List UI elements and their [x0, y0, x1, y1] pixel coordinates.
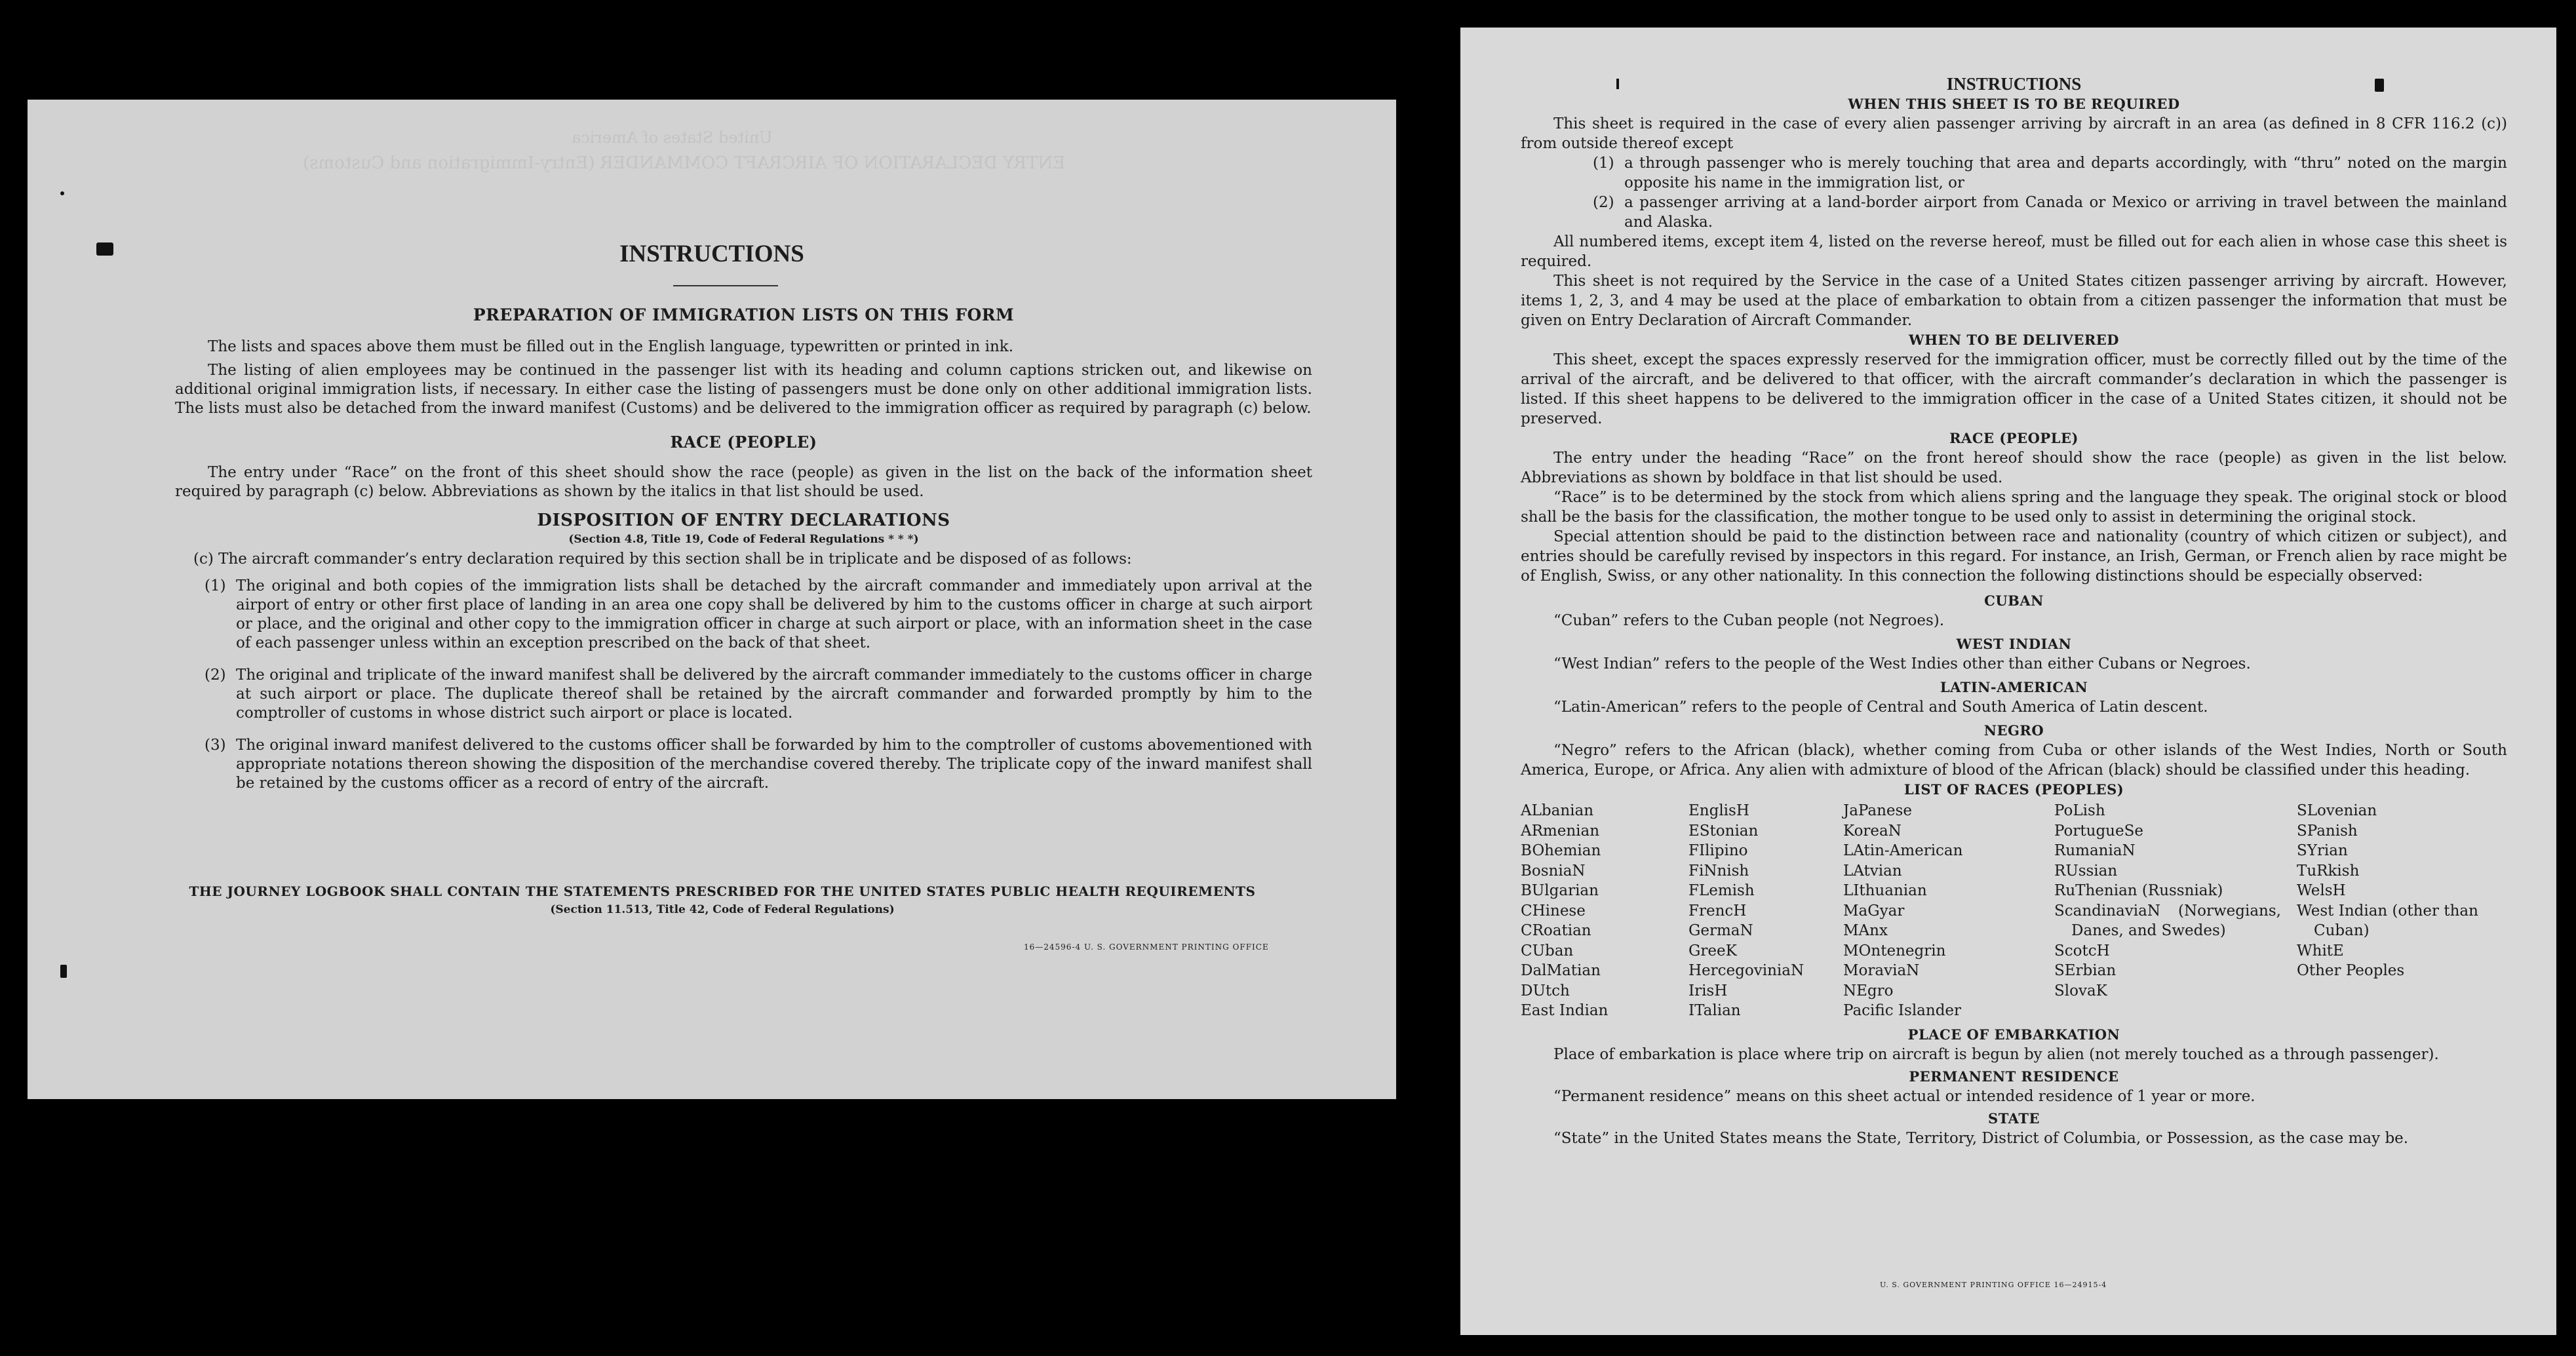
- race-entry: FIlipino: [1688, 842, 1748, 859]
- race-heading: RACE (PEOPLE): [670, 433, 817, 452]
- permanent-residence-paragraph: “Permanent residence” means on this sheet actual or intended residence of 1 year or more.: [1553, 1087, 2255, 1105]
- clause-text: The original and triplicate of the inward manifest shall be delivered by the aircraft commander immediately to the customs officer in charge at such airport or place. The duplicate thereof shall be retained by the aircraft commander and forwarded promptly by him to the comptroller of customs in whose district such airport or place is located.: [236, 667, 1312, 722]
- race-entry: SPanish: [2297, 822, 2358, 840]
- race-entry: West Indian (other than Cuban): [2297, 902, 2478, 939]
- citizen-paragraph: This sheet is not required by the Service in the case of a United States citizen passenger arriving by aircraft. However, items 1, 2, 3, and 4 may be used at the place of embarkation to obtain from a citizen passenger the information that must be given on Entry Declaration of Aircraft Commander.: [1521, 273, 2507, 329]
- race-paragraph: The entry under “Race” on the front of this sheet should show the race (people) as given in the list on the back of the information sheet required by paragraph (c) below. Abbreviations as shown by the italics in that list should be used.: [175, 464, 1312, 500]
- gpo-imprint: 16—24596-4 U. S. GOVERNMENT PRINTING OFFICE: [1024, 942, 1269, 952]
- race-entry: MAnx: [1843, 922, 1888, 939]
- race-entry: MoraviaN: [1843, 962, 1920, 979]
- cuban-heading: CUBAN: [1984, 592, 2044, 609]
- west-indian-paragraph: “West Indian” refers to the people of the West Indies other than either Cubans or Negroes.: [1553, 655, 2251, 672]
- race-entry: KoreaN: [1843, 822, 1902, 840]
- clause-number: (3): [205, 737, 226, 754]
- prep-paragraph-2: The listing of alien employees may be continued in the passenger list with its heading and column captions stricken out, and likewise on additional original immigration lists, if necessary. In either case the listing of passengers must be done only on other additional immigration lists. The lists must also be detached from the inward manifest (Customs) and be delivered to the immigration officer as required by paragraph (c) below.: [175, 362, 1312, 417]
- prep-heading: PREPARATION OF IMMIGRATION LISTS ON THIS FORM: [473, 305, 1015, 324]
- race-entry: ScotcH: [2054, 942, 2110, 959]
- exception-number: (2): [1593, 194, 1614, 211]
- race-entry: RumaniaN: [2054, 842, 2136, 859]
- race-entry: ARmenian: [1521, 822, 1600, 840]
- when-required-paragraph: This sheet is required in the case of every alien passenger arriving by aircraft in an area (as defined in 8 CFR 116.2 (c)) from outside thereof except: [1521, 115, 2507, 152]
- clause-text: The original and both copies of the immigration lists shall be detached by the aircraft commander and immediately upon arrival at the airport of entry or other first place of landing in an area one copy shall be delivered by him to the customs officer in charge at such airport or place, and the original and other copy to the immigration officer in charge at such airport or place, with an information sheet in the case of each passenger unless within an exception prescribed on the back of that sheet.: [236, 577, 1312, 651]
- race-entry: TuRkish: [2297, 862, 2360, 880]
- when-required-heading: WHEN THIS SHEET IS TO BE REQUIRED: [1848, 96, 2180, 112]
- latin-american-heading: LATIN-AMERICAN: [1940, 679, 2088, 695]
- race-column-3: [1843, 801, 2054, 1021]
- exception-1: [1593, 153, 2507, 193]
- race-entry: ScandinaviaN (Norwegians, Danes, and Swedes): [2054, 902, 2281, 939]
- race-entry: WelsH: [2297, 882, 2346, 899]
- exception-text: a passenger arriving at a land-border airport from Canada or Mexico or arriving in travel between the mainland and Alaska.: [1624, 194, 2507, 231]
- right-page-body: [1521, 73, 2507, 1148]
- race-entry: MOntenegrin: [1843, 942, 1946, 959]
- clause-number: (1): [205, 577, 226, 594]
- race-entry: FiNnish: [1688, 862, 1749, 880]
- race-entry: SYrian: [2297, 842, 2348, 859]
- state-heading: STATE: [1988, 1110, 2040, 1127]
- race-entry: BosniaN: [1521, 862, 1586, 880]
- race-entry: CHinese: [1521, 902, 1586, 920]
- left-document-page: [28, 100, 1396, 1099]
- race-entry: ITalian: [1688, 1002, 1741, 1019]
- race-entry: East Indian: [1521, 1002, 1609, 1019]
- place-of-embarkation-paragraph: Place of embarkation is place where trip on aircraft is begun by alien (not merely touched as a through passenger).: [1553, 1045, 2439, 1063]
- title-underline: [673, 285, 778, 286]
- race-column-5: [2297, 801, 2478, 1021]
- right-document-page: [1460, 28, 2556, 1335]
- bleed-through-header-line-1: United States of America: [572, 128, 773, 147]
- race-entry: EStonian: [1688, 822, 1759, 840]
- race-entry: SErbian: [2054, 962, 2117, 979]
- race-list-table: [1521, 801, 2507, 1021]
- race-entry: SlovaK: [2054, 982, 2107, 999]
- race-entry: MaGyar: [1843, 902, 1905, 920]
- race-entry: ALbanian: [1521, 802, 1594, 819]
- when-delivered-heading: WHEN TO BE DELIVERED: [1908, 332, 2119, 348]
- race-entry: GermaN: [1688, 922, 1753, 939]
- disposition-citation: (Section 4.8, Title 19, Code of Federal Regulations * * *): [568, 533, 919, 546]
- exception-number: (1): [1593, 155, 1614, 172]
- journey-logbook-citation: (Section 11.513, Title 42, Code of Federal Regulations): [550, 903, 895, 916]
- right-page-title: INSTRUCTIONS: [1946, 74, 2082, 94]
- race-entry: FLemish: [1688, 882, 1755, 899]
- race-paragraph-3: Special attention should be paid to the distinction between race and nationality (country of which citizen or subject), and entries should be carefully revised by inspectors in this regard. For instance, an Irish, German, or French alien by race might be of English, Swiss, or any other nationality. In this connection the following distinctions should be especially observed:: [1521, 528, 2507, 585]
- disposition-clause-1: [205, 577, 1312, 653]
- race-entry: FrencH: [1688, 902, 1747, 920]
- permanent-residence-heading: PERMANENT RESIDENCE: [1909, 1068, 2119, 1085]
- race-entry: RUssian: [2054, 862, 2118, 880]
- race-column-4: [2054, 801, 2297, 1021]
- race-entry: DalMatian: [1521, 962, 1601, 979]
- race-heading: RACE (PEOPLE): [1949, 430, 2078, 446]
- race-entry: BOhemian: [1521, 842, 1601, 859]
- race-entry: LAtin-American: [1843, 842, 1963, 859]
- race-entry: RuThenian (Russniak): [2054, 882, 2223, 899]
- latin-american-paragraph: “Latin-American” refers to the people of Central and South America of Latin descent.: [1553, 699, 2208, 716]
- bleed-through-header-line-2: ENTRY DECLARATION OF AIRCRAFT COMMANDER (Entry-Immigration and Customs): [303, 153, 1066, 173]
- race-entry: JaPanese: [1843, 802, 1912, 819]
- race-column-1: [1521, 801, 1688, 1021]
- race-entry: SLovenian: [2297, 802, 2377, 819]
- clause-number: (2): [205, 667, 226, 684]
- race-entry: PortugueSe: [2054, 822, 2143, 840]
- list-of-races-heading: LIST OF RACES (PEOPLES): [1903, 781, 2124, 798]
- state-paragraph: “State” in the United States means the State, Territory, District of Columbia, or Possession, as the case may be.: [1553, 1129, 2409, 1147]
- cuban-paragraph: “Cuban” refers to the Cuban people (not Negroes).: [1553, 612, 1945, 629]
- exception-2: [1593, 193, 2507, 232]
- place-of-embarkation-heading: PLACE OF EMBARKATION: [1907, 1026, 2120, 1043]
- race-entry: NEgro: [1843, 982, 1894, 999]
- disposition-clause-3: [205, 736, 1312, 793]
- race-entry: CUban: [1521, 942, 1574, 959]
- race-entry: DUtch: [1521, 982, 1570, 999]
- race-column-2: [1688, 801, 1843, 1021]
- numbered-items-paragraph: All numbered items, except item 4, listed on the reverse hereof, must be filled out for each alien in whose case this sheet is required.: [1521, 233, 2507, 270]
- edge-mark: [60, 965, 67, 978]
- negro-heading: NEGRO: [1983, 722, 2044, 739]
- disposition-heading: DISPOSITION OF ENTRY DECLARATIONS: [537, 511, 950, 530]
- left-page-body: [175, 301, 1312, 793]
- disposition-intro: (c) The aircraft commander’s entry declaration required by this section shall be in triplicate and be disposed of as follows:: [193, 551, 1132, 568]
- clause-text: The original inward manifest delivered to the customs officer shall be forwarded by him to the comptroller of customs abovementioned with appropriate notations thereon showing the disposition of the merchandise covered thereby. The triplicate copy of the inward manifest shall be retained by the customs officer as a record of entry of the aircraft.: [236, 737, 1312, 792]
- race-entry: EnglisH: [1688, 802, 1749, 819]
- race-entry: IrisH: [1688, 982, 1728, 999]
- exception-text: a through passenger who is merely touching that area and departs accordingly, with “thru” noted on the margin opposite his name in the immigration list, or: [1624, 155, 2507, 191]
- race-entry: LAtvian: [1843, 862, 1902, 880]
- gpo-imprint: U. S. GOVERNMENT PRINTING OFFICE 16—24915-4: [1880, 1281, 2107, 1289]
- race-entry: PoLish: [2054, 802, 2105, 819]
- race-entry: BUlgarian: [1521, 882, 1599, 899]
- race-entry: CRoatian: [1521, 922, 1591, 939]
- left-page-title: INSTRUCTIONS: [619, 241, 804, 267]
- race-entry: LIthuanian: [1843, 882, 1927, 899]
- prep-paragraph-1: The lists and spaces above them must be filled out in the English language, typewritten or printed in ink.: [208, 338, 1014, 355]
- race-paragraph-2: “Race” is to be determined by the stock from which aliens spring and the language they speak. The original stock or blood shall be the basis for the classification, the mother tongue to be used only to assist in determining the original stock.: [1521, 489, 2507, 526]
- race-entry: Other Peoples: [2297, 962, 2405, 979]
- race-entry: GreeK: [1688, 942, 1737, 959]
- when-delivered-paragraph: This sheet, except the spaces expressly reserved for the immigration officer, must be correctly filled out by the time of the arrival of the aircraft, and be delivered to that officer, with the aircraft commander’s declaration in which the passenger is listed. If this sheet happens to be delivered to the immigration officer in the case of a United States citizen, it should not be preserved.: [1521, 351, 2507, 427]
- west-indian-heading: WEST INDIAN: [1956, 636, 2072, 652]
- race-entry: HercegovinіaN: [1688, 962, 1805, 979]
- race-paragraph-1: The entry under the heading “Race” on the front hereof should show the race (people) as given in the list below. Abbreviations as shown by boldface in that list should be used.: [1521, 450, 2507, 486]
- journey-logbook-heading: THE JOURNEY LOGBOOK SHALL CONTAIN THE STATEMENTS PRESCRIBED FOR THE UNITED STATES PUBLIC HEALTH REQUIREMENTS: [189, 883, 1256, 899]
- negro-paragraph: “Negro” refers to the African (black), whether coming from Cuba or other islands of the West Indies, North or South America, Europe, or Africa. Any alien with admixture of blood of the African (black) should be classified under this heading.: [1521, 742, 2507, 779]
- race-entry: Pacific Islander: [1843, 1002, 1962, 1019]
- disposition-clause-2: [205, 666, 1312, 723]
- race-entry: WhitE: [2297, 942, 2344, 959]
- dot-mark: [60, 191, 64, 195]
